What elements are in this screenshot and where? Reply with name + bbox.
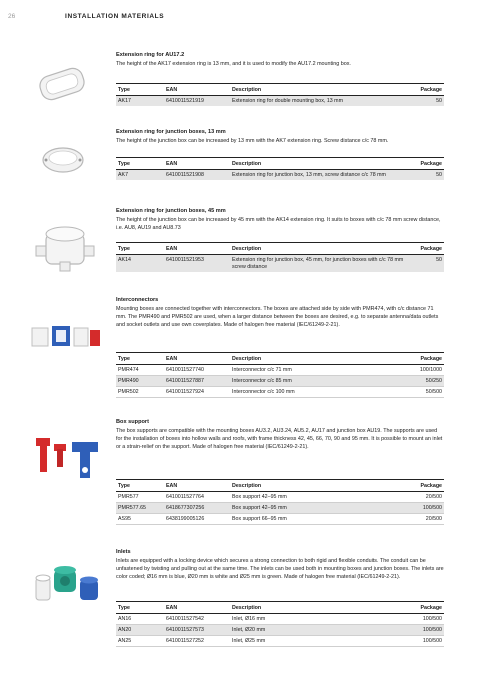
junction-box-ak14-image xyxy=(34,220,96,272)
col-description: Description xyxy=(230,158,416,170)
col-ean: EAN xyxy=(164,353,230,365)
col-description: Description xyxy=(230,84,416,96)
extension-ring-ak7-image xyxy=(38,142,88,176)
section-box-support xyxy=(116,419,444,452)
table-ak7 xyxy=(116,157,444,180)
page-header xyxy=(8,13,164,20)
table-row: AK17 6410011521919 Extension ring for double mounting box, 13 mm 50 xyxy=(116,96,444,107)
section-body: Inlets are equipped with a locking device which secures a strong connection to both rigid and flexible conduits. The conduit can be unfastened by twisting and pulling out at the same time. The inlets can be used both in mounting boxes and junction boxes. The inlets are color coded; Ø16 mm is blue, Ø20 mm is white and Ø25 mm is green. Made of halogen free material (IEC/61249-2-21). xyxy=(116,558,444,581)
col-package: Package xyxy=(416,353,444,365)
col-type: Type xyxy=(116,602,164,614)
col-ean: EAN xyxy=(164,243,230,255)
col-type: Type xyxy=(116,480,164,492)
section-body: The box supports are compatible with the mounting boxes AU3.2, AU3.24, AU5.2, AU17 and junction box AU19. The supports are used for the installation of boxes into hollow walls and roofs, with frame thickness 42, 45, 66, 70, 90 and 95 mm. It is possible to mount an inlet or a strain-relief on the support. Made of halogen free material (IEC/61249-2-21). xyxy=(116,428,443,451)
table-ak14 xyxy=(116,242,444,272)
table-ak17 xyxy=(116,83,444,106)
extension-ring-ak17-image xyxy=(34,64,90,104)
col-description: Description xyxy=(230,243,416,255)
interconnectors-image xyxy=(30,322,102,350)
section-interconnectors xyxy=(116,297,444,330)
col-description: Description xyxy=(230,480,416,492)
table-row: AN16 6410011527542 Inlet, Ø16 mm 100/500 xyxy=(116,614,444,625)
section-ak14 xyxy=(116,208,444,232)
table-inlets xyxy=(116,601,444,647)
col-ean: EAN xyxy=(164,158,230,170)
section-header: INSTALLATION MATERIALS xyxy=(65,13,165,20)
col-ean: EAN xyxy=(164,84,230,96)
col-package: Package xyxy=(416,158,444,170)
table-row: PMR502 6410011527924 Interconnector c/c 100 mm 50/500 xyxy=(116,387,444,398)
col-description: Description xyxy=(230,602,416,614)
col-type: Type xyxy=(116,158,164,170)
section-title: Extension ring for junction boxes, 45 mm xyxy=(116,208,226,214)
table-row: AN25 6410011527252 Inlet, Ø25 mm 100/500 xyxy=(116,636,444,647)
page-number: 26 xyxy=(8,13,16,20)
section-title: Box support xyxy=(116,419,149,425)
box-support-image xyxy=(30,434,102,482)
section-title: Inlets xyxy=(116,549,131,555)
col-package: Package xyxy=(416,243,444,255)
table-row: AS95 6438199005126 Box support 66–95 mm 20/500 xyxy=(116,514,444,525)
table-row: PMR490 6410011527887 Interconnector c/c 85 mm 50/250 xyxy=(116,376,444,387)
inlets-image xyxy=(30,562,106,610)
col-type: Type xyxy=(116,353,164,365)
table-row: PMR474 6410011527740 Interconnector c/c 71 mm 100/1000 xyxy=(116,365,444,376)
section-title: Interconnectors xyxy=(116,297,159,303)
section-title: Extension ring for AU17.2 xyxy=(116,52,185,58)
section-body: The height of the AK17 extension ring is 13 mm, and it is used to modify the AU17.2 mounting box. xyxy=(116,61,351,67)
col-package: Package xyxy=(416,84,444,96)
section-ak7 xyxy=(116,129,444,145)
col-package: Package xyxy=(416,480,444,492)
col-ean: EAN xyxy=(164,480,230,492)
col-type: Type xyxy=(116,243,164,255)
table-row: AK14 6410011521953 Extension ring for junction box, 45 mm, for junction boxes with c/c 78 mm screw distance 50 xyxy=(116,255,444,273)
table-row: AK7 6410011521908 Extension ring for junction box, 13 mm, screw distance c/c 78 mm 50 xyxy=(116,170,444,181)
section-ak17 xyxy=(116,52,444,68)
table-box-support xyxy=(116,479,444,525)
section-body: The height of the junction box can be increased by 13 mm with the AK7 extension ring. Screw distance c/c 78 mm. xyxy=(116,138,389,144)
table-interconnectors xyxy=(116,352,444,398)
table-row: PMR577 6410011527764 Box support 42–95 mm 20/500 xyxy=(116,492,444,503)
section-inlets xyxy=(116,549,444,582)
section-body: The height of the junction box can be increased by 45 mm with the AK14 extension ring. It suits to boxes with c/c 78 mm screw distance, i.e. AU8, AU19 and AU8.73 xyxy=(116,217,441,232)
table-row: PMR577.65 6418677307256 Box support 42–95 mm 100/500 xyxy=(116,503,444,514)
col-description: Description xyxy=(230,353,416,365)
col-package: Package xyxy=(416,602,444,614)
table-row: AN20 6410011527573 Inlet, Ø20 mm 100/500 xyxy=(116,625,444,636)
section-body: Mounting boxes are connected together with interconnectors. The boxes are attached side by side with PMR474, with c/c distance 71 mm. The PMR490 and PMR502 are used, when a larger distance between the boxes are desired, e.g. to separate antenna/data outlets and socket outlets and use own coverplates. Made of halogen free material (IEC/61249-2-21). xyxy=(116,306,439,329)
col-ean: EAN xyxy=(164,602,230,614)
col-type: Type xyxy=(116,84,164,96)
section-title: Extension ring for junction boxes, 13 mm xyxy=(116,129,226,135)
